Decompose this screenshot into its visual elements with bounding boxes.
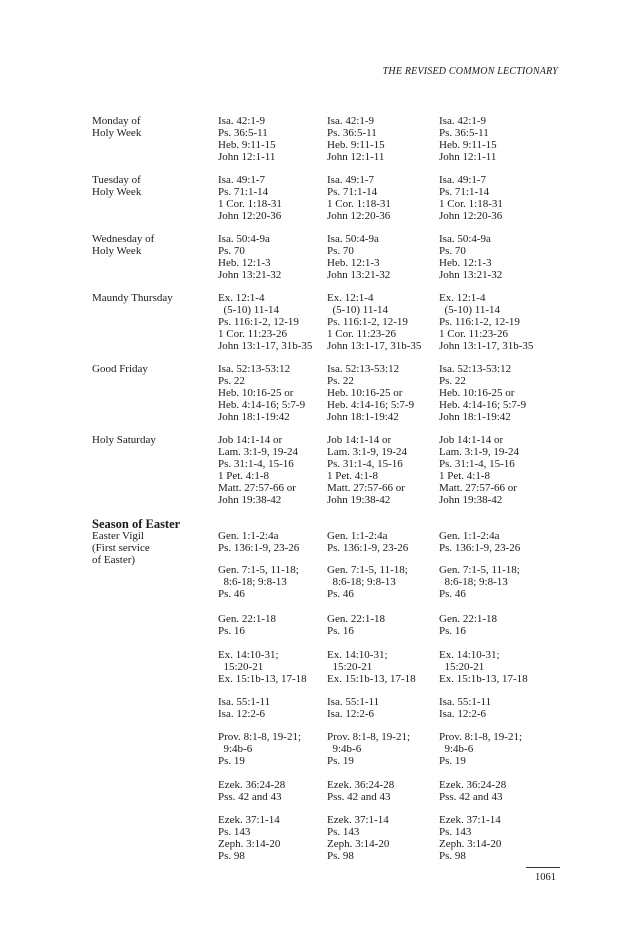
row-label: Good Friday	[92, 363, 148, 375]
year-c-readings: Ex. 12:1-4 (5-10) 11-14 Ps. 116:1-2, 12-19 1 Cor. 11:23-26 John 13:1-17, 31b-35	[439, 292, 534, 352]
year-a-readings: Ezek. 36:24-28 Pss. 42 and 43	[218, 779, 286, 803]
year-c-readings: Gen. 22:1-18 Ps. 16	[439, 613, 498, 637]
year-a-readings: Job 14:1-14 or Lam. 3:1-9, 19-24 Ps. 31:1-4, 15-16 1 Pet. 4:1-8 Matt. 27:57-66 or John 19:38-42	[218, 434, 299, 506]
year-b-readings: Gen. 22:1-18 Ps. 16	[327, 613, 386, 637]
year-c-readings: Isa. 49:1-7 Ps. 71:1-14 1 Cor. 1:18-31 John 12:20-36	[439, 174, 503, 222]
year-a-readings: Gen. 22:1-18 Ps. 16	[218, 613, 277, 637]
running-head: THE REVISED COMMON LECTIONARY	[382, 66, 558, 77]
year-c-readings: Prov. 8:1-8, 19-21; 9:4b-6 Ps. 19	[439, 731, 523, 767]
year-a-readings: Ex. 14:10-31; 15:20-21 Ex. 15:1b-13, 17-18	[218, 649, 307, 685]
year-a-readings: Isa. 50:4-9a Ps. 70 Heb. 12:1-3 John 13:21-32	[218, 233, 282, 281]
footer-rule	[526, 867, 560, 868]
row-label: Monday of Holy Week	[92, 115, 142, 139]
year-c-readings: Isa. 52:13-53:12 Ps. 22 Heb. 10:16-25 or Heb. 4:14-16; 5:7-9 John 18:1-19:42	[439, 363, 527, 423]
row-label: Wednesday of Holy Week	[92, 233, 155, 257]
year-a-readings: Prov. 8:1-8, 19-21; 9:4b-6 Ps. 19	[218, 731, 302, 767]
row-label: Tuesday of Holy Week	[92, 174, 142, 198]
year-c-readings: Ezek. 36:24-28 Pss. 42 and 43	[439, 779, 507, 803]
year-a-readings: Gen. 1:1-2:4a Ps. 136:1-9, 23-26	[218, 530, 300, 554]
year-b-readings: Isa. 50:4-9a Ps. 70 Heb. 12:1-3 John 13:21-32	[327, 233, 391, 281]
year-b-readings: Isa. 49:1-7 Ps. 71:1-14 1 Cor. 1:18-31 John 12:20-36	[327, 174, 391, 222]
year-c-readings: Isa. 55:1-11 Isa. 12:2-6	[439, 696, 492, 720]
year-c-readings: Isa. 50:4-9a Ps. 70 Heb. 12:1-3 John 13:21-32	[439, 233, 503, 281]
section-heading: Season of Easter	[92, 517, 181, 531]
year-a-readings: Gen. 7:1-5, 11-18; 8:6-18; 9:8-13 Ps. 46	[218, 564, 299, 600]
year-b-readings: Isa. 42:1-9 Ps. 36:5-11 Heb. 9:11-15 John 12:1-11	[327, 115, 385, 163]
year-b-readings: Ex. 14:10-31; 15:20-21 Ex. 15:1b-13, 17-18	[327, 649, 416, 685]
row-label: Easter Vigil (First service of Easter)	[92, 530, 150, 566]
row-label: Maundy Thursday	[92, 292, 173, 304]
year-a-readings: Isa. 49:1-7 Ps. 71:1-14 1 Cor. 1:18-31 John 12:20-36	[218, 174, 282, 222]
year-a-readings: Isa. 55:1-11 Isa. 12:2-6	[218, 696, 271, 720]
year-b-readings: Isa. 52:13-53:12 Ps. 22 Heb. 10:16-25 or Heb. 4:14-16; 5:7-9 John 18:1-19:42	[327, 363, 415, 423]
year-b-readings: Prov. 8:1-8, 19-21; 9:4b-6 Ps. 19	[327, 731, 411, 767]
year-c-readings: Job 14:1-14 or Lam. 3:1-9, 19-24 Ps. 31:1-4, 15-16 1 Pet. 4:1-8 Matt. 27:57-66 or John 19:38-42	[439, 434, 520, 506]
year-b-readings: Job 14:1-14 or Lam. 3:1-9, 19-24 Ps. 31:1-4, 15-16 1 Pet. 4:1-8 Matt. 27:57-66 or John 19:38-42	[327, 434, 408, 506]
page-number: 1061	[535, 872, 556, 883]
year-c-readings: Gen. 7:1-5, 11-18; 8:6-18; 9:8-13 Ps. 46	[439, 564, 520, 600]
year-a-readings: Ezek. 37:1-14 Ps. 143 Zeph. 3:14-20 Ps. 98	[218, 814, 281, 862]
year-a-readings: Isa. 52:13-53:12 Ps. 22 Heb. 10:16-25 or Heb. 4:14-16; 5:7-9 John 18:1-19:42	[218, 363, 306, 423]
year-b-readings: Ezek. 37:1-14 Ps. 143 Zeph. 3:14-20 Ps. 98	[327, 814, 390, 862]
year-a-readings: Ex. 12:1-4 (5-10) 11-14 Ps. 116:1-2, 12-19 1 Cor. 11:23-26 John 13:1-17, 31b-35	[218, 292, 313, 352]
year-c-readings: Isa. 42:1-9 Ps. 36:5-11 Heb. 9:11-15 John 12:1-11	[439, 115, 497, 163]
row-label: Holy Saturday	[92, 434, 156, 446]
year-b-readings: Gen. 1:1-2:4a Ps. 136:1-9, 23-26	[327, 530, 409, 554]
year-a-readings: Isa. 42:1-9 Ps. 36:5-11 Heb. 9:11-15 John 12:1-11	[218, 115, 276, 163]
year-b-readings: Ezek. 36:24-28 Pss. 42 and 43	[327, 779, 395, 803]
year-c-readings: Ezek. 37:1-14 Ps. 143 Zeph. 3:14-20 Ps. 98	[439, 814, 502, 862]
year-c-readings: Ex. 14:10-31; 15:20-21 Ex. 15:1b-13, 17-18	[439, 649, 528, 685]
year-b-readings: Isa. 55:1-11 Isa. 12:2-6	[327, 696, 380, 720]
year-b-readings: Gen. 7:1-5, 11-18; 8:6-18; 9:8-13 Ps. 46	[327, 564, 408, 600]
year-c-readings: Gen. 1:1-2:4a Ps. 136:1-9, 23-26	[439, 530, 521, 554]
year-b-readings: Ex. 12:1-4 (5-10) 11-14 Ps. 116:1-2, 12-19 1 Cor. 11:23-26 John 13:1-17, 31b-35	[327, 292, 422, 352]
